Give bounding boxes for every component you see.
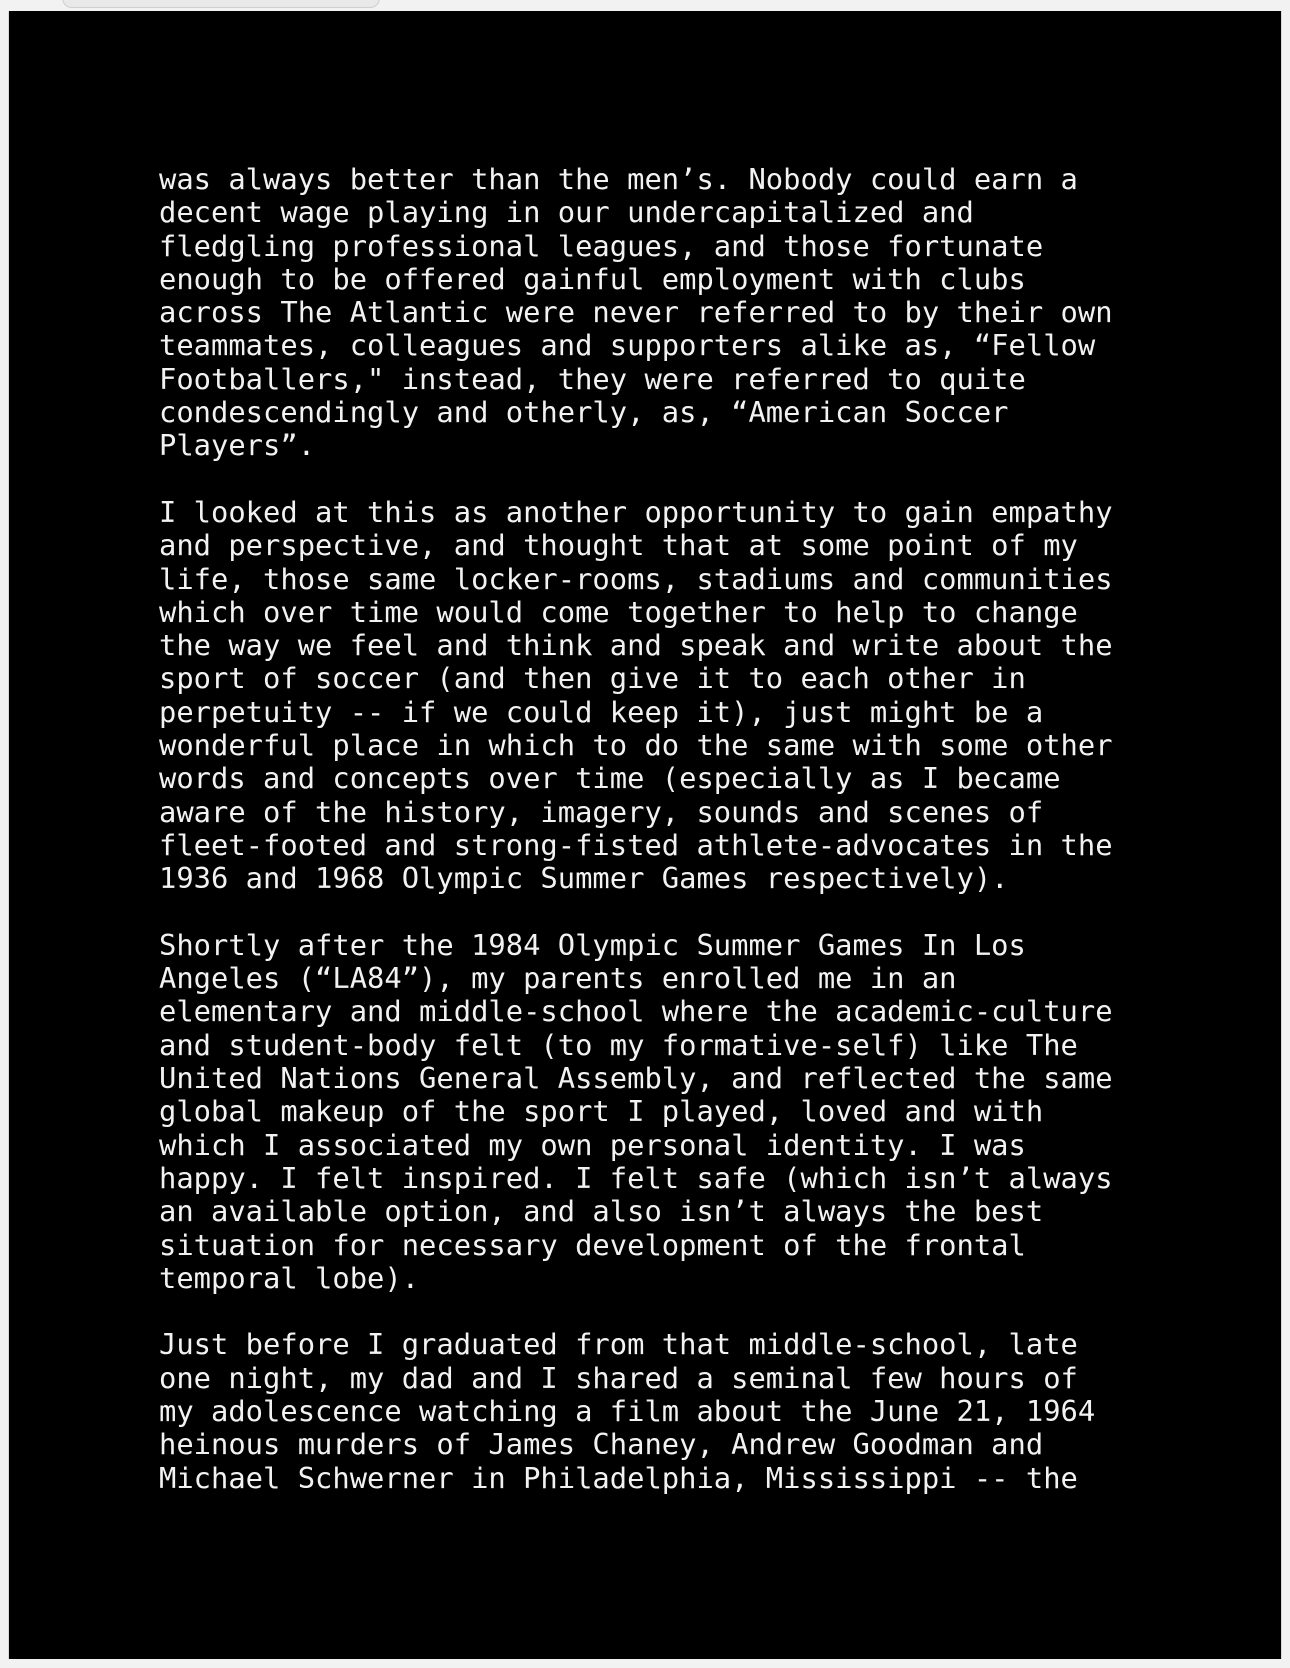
text-line: fledgling professional leagues, and those fortunate (159, 228, 1044, 263)
text-line: life, those same locker-rooms, stadiums and communities (159, 561, 1113, 596)
text-line: was always better than the men’s. Nobody could earn a (159, 162, 1078, 196)
text-line: enough to be offered gainful employment with clubs (159, 261, 1026, 296)
paragraph-4 (159, 1328, 1239, 1494)
text-line: decent wage playing in our undercapitalized and (159, 195, 974, 230)
text-line: my adolescence watching a film about the June 21, 1964 (159, 1393, 1096, 1428)
text-line: and student-body felt (to my formative-self) like The (159, 1027, 1078, 1062)
text-line: Shortly after the 1984 Olympic Summer Games In Los (159, 927, 1026, 962)
text-line: aware of the history, imagery, sounds and scenes of (159, 794, 1044, 829)
text-line: heinous murders of James Chaney, Andrew Goodman and (159, 1427, 1044, 1462)
text-line: situation for necessary development of the frontal (159, 1227, 1026, 1262)
document-page (8, 11, 1282, 1659)
text-line: which I associated my own personal identity. I was (159, 1127, 1026, 1162)
text-line: perpetuity -- if we could keep it), just might be a (159, 694, 1044, 729)
text-line: condescendingly and otherly, as, “American Soccer (159, 395, 1009, 430)
text-line: Players”. (159, 428, 316, 463)
text-line: one night, my dad and I shared a seminal few hours of (159, 1360, 1078, 1395)
text-line: Michael Schwerner in Philadelphia, Mississippi -- the (159, 1460, 1078, 1495)
document-body (159, 163, 1239, 1528)
text-line: Angeles (“LA84”), my parents enrolled me in an (159, 961, 957, 996)
window-tab (62, 0, 380, 8)
text-line: happy. I felt inspired. I felt safe (which isn’t always (159, 1160, 1113, 1195)
text-line: Footballers," instead, they were referred to quite (159, 361, 1026, 396)
text-line: wonderful place in which to do the same with some other (159, 728, 1113, 763)
text-line: across The Atlantic were never referred to by their own (159, 295, 1113, 330)
text-line: the way we feel and think and speak and write about the (159, 628, 1113, 663)
text-line: which over time would come together to help to change (159, 594, 1078, 629)
text-line: and perspective, and thought that at some point of my (159, 528, 1078, 563)
text-line: I looked at this as another opportunity to gain empathy (159, 494, 1113, 529)
text-line: global makeup of the sport I played, loved and with (159, 1094, 1044, 1129)
text-line: fleet-footed and strong-fisted athlete-advocates in the (159, 827, 1113, 862)
paragraph-1 (159, 163, 1239, 463)
text-line: Just before I graduated from that middle-school, late (159, 1327, 1078, 1362)
text-line: temporal lobe). (159, 1260, 420, 1295)
text-line: sport of soccer (and then give it to each other in (159, 661, 1026, 696)
text-line: words and concepts over time (especially as I became (159, 761, 1061, 796)
text-line: an available option, and also isn’t always the best (159, 1194, 1044, 1229)
text-line: 1936 and 1968 Olympic Summer Games respectively). (159, 861, 1009, 896)
text-line: teammates, colleagues and supporters alike as, “Fellow (159, 328, 1096, 363)
paragraph-2 (159, 496, 1239, 896)
text-line: elementary and middle-school where the academic-culture (159, 994, 1113, 1029)
text-line: United Nations General Assembly, and reflected the same (159, 1061, 1113, 1096)
paragraph-3 (159, 929, 1239, 1295)
